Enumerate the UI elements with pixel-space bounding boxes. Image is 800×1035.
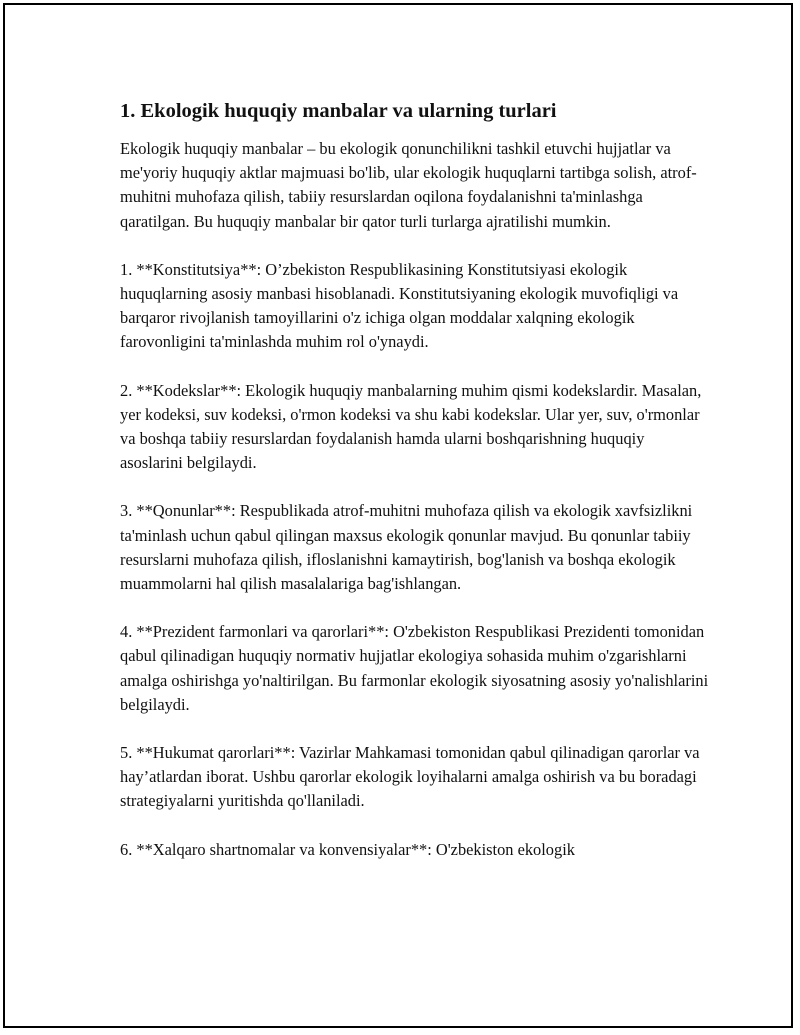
document-content	[120, 97, 710, 886]
section-heading: 1. Ekologik huquqiy manbalar va ularning turlari	[120, 100, 557, 122]
paragraph-konstitutsiya: 1. **Konstitutsiya**: O’zbekiston Respublikasining Konstitutsiyasi ekologik huquqlarning asosiy manbasi hisoblanadi. Konstitutsiyaning ekologik muvofiqligi va barqaror rivojlanish tamoyillarini o'z ichiga olgan moddalar xalqning ekologik farovonligini ta'minlashda muhim rol o'ynaydi.	[120, 259, 679, 352]
paragraph-xalqaro-shartnomalar: 6. **Xalqaro shartnomalar va konvensiyalar**: O'zbekiston ekologik	[120, 839, 575, 859]
paragraph-hukumat-qarorlari: 5. **Hukumat qarorlari**: Vazirlar Mahkamasi tomonidan qabul qilinadigan qarorlar va hay’atlardan iborat. Ushbu qarorlar ekologik loyihalarni amalga oshirish va bu boradagi strategiyalarni yuritishda qo'llaniladi.	[120, 743, 700, 811]
paragraph-prezident-farmonlari: 4. **Prezident farmonlari va qarorlari**: O'zbekiston Respublikasi Prezidenti tomonidan qabul qilinadigan huquqiy normativ hujjatlar ekologiya sohasida muhim o'zgarishlarni amalga oshirishga yo'naltirilgan. Bu farmonlar ekologik siyosatning asosiy yo'nalishlarini belgilaydi.	[120, 622, 709, 714]
document-page	[3, 3, 793, 1028]
intro-paragraph: Ekologik huquqiy manbalar – bu ekologik qonunchilikni tashkil etuvchi hujjatlar va me'yoriy huquqiy aktlar majmuasi bo'lib, ular ekologik huquqlarni tartibga solish, atrof-muhitni muhofaza qilish, tabiiy resurslardan oqilona foydalanishni ta'minlashga qaratilgan. Bu huquqiy manbalar bir qator turli turlarga ajratilishi mumkin.	[120, 139, 697, 231]
paragraph-qonunlar: 3. **Qonunlar**: Respublikada atrof-muhitni muhofaza qilish va ekologik xavfsizlikni ta'minlash uchun qabul qilingan maxsus ekologik qonunlar mavjud. Bu qonunlar tabiiy resurslarni muhofaza qilish, ifloslanishni kamaytirish, bog'lanish va boshqa ekologik muammolarni hal qilish masalalariga bag'ishlangan.	[120, 501, 693, 594]
paragraph-kodekslar: 2. **Kodekslar**: Ekologik huquqiy manbalarning muhim qismi kodekslardir. Masalan, yer kodeksi, suv kodeksi, o'rmon kodeksi va shu kabi kodekslar. Ular yer, suv, o'rmonlar va boshqa tabiiy resurslardan foydalanish hamda ularni boshqarishning huquqiy asoslarini belgilaydi.	[120, 380, 702, 473]
